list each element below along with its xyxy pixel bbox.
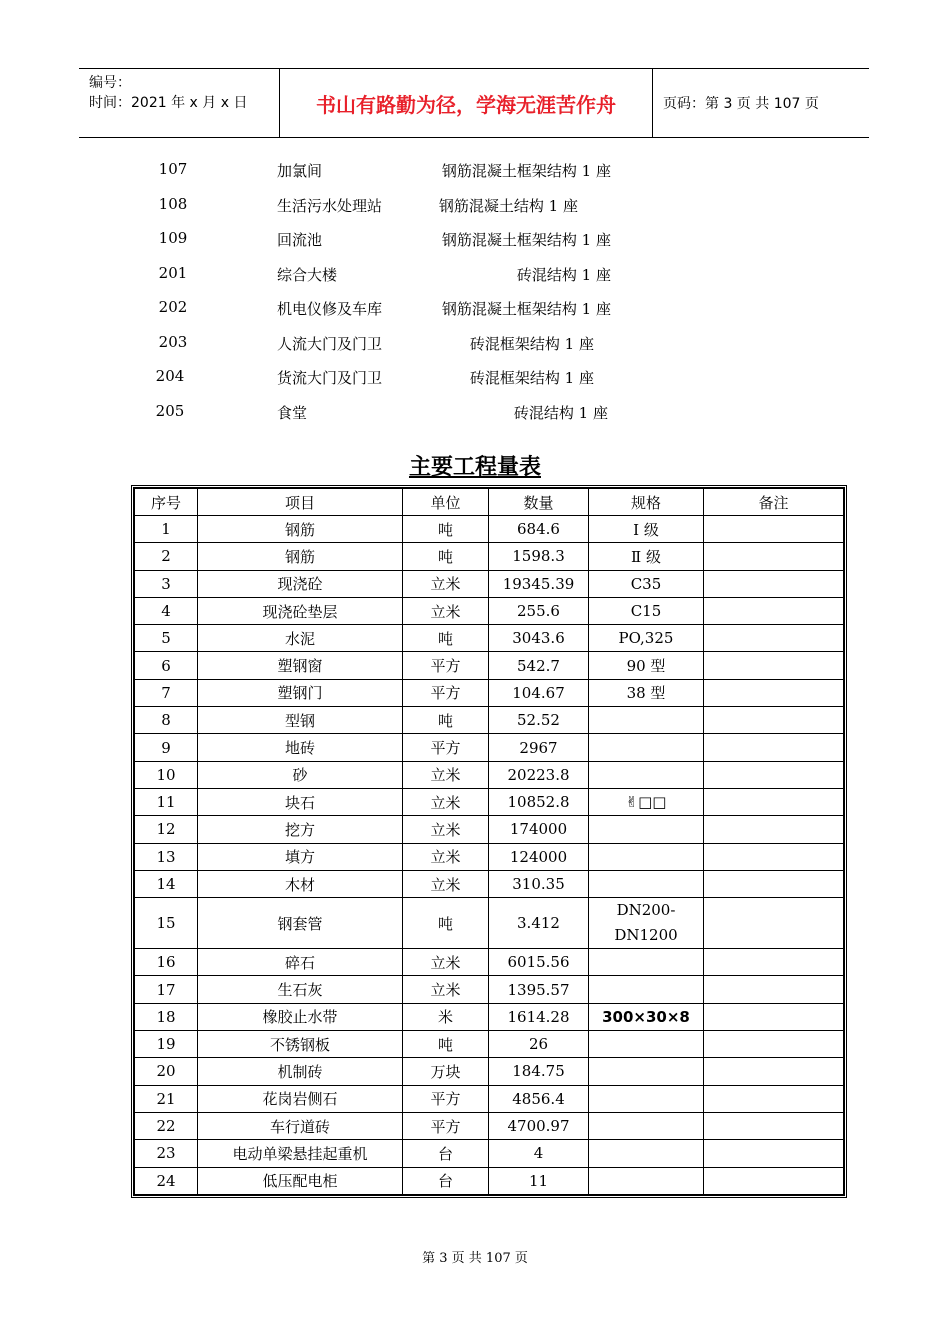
row-item: 现浇砼垫层 — [198, 597, 403, 624]
building-structure: 钢筋混凝土结构 1 座 — [438, 196, 578, 215]
row-item: 水泥 — [198, 625, 403, 652]
page-footer: 第 3 页 共 107 页 — [422, 1251, 528, 1266]
table-row — [135, 679, 844, 706]
row-quantity: 20223.8 — [489, 761, 589, 788]
building-row — [0, 160, 950, 184]
row-quantity: 255.6 — [489, 597, 589, 624]
row-quantity: 11 — [489, 1167, 589, 1194]
row-item: 钢套管 — [198, 898, 403, 949]
row-unit: 立米 — [403, 761, 489, 788]
row-index: 15 — [135, 898, 198, 949]
header-index: 序号 — [135, 489, 198, 516]
row-quantity: 1614.28 — [489, 1003, 589, 1030]
row-remark — [704, 949, 844, 976]
row-index: 3 — [135, 570, 198, 597]
row-unit: 立米 — [403, 570, 489, 597]
row-remark — [704, 707, 844, 734]
building-structure: 砖混框架结构 1 座 — [469, 334, 594, 353]
building-row — [0, 195, 950, 219]
header-quantity: 数量 — [489, 489, 589, 516]
row-unit: 立米 — [403, 788, 489, 815]
table-title-text: 主要工程量表 — [408, 455, 541, 480]
row-unit: 立米 — [403, 816, 489, 843]
building-number: 201 — [158, 263, 188, 282]
table-row — [135, 625, 844, 652]
building-name: 回流池 — [277, 231, 323, 249]
row-unit: 平方 — [403, 1085, 489, 1112]
row-index: 24 — [135, 1167, 198, 1194]
row-index: 20 — [135, 1058, 198, 1085]
row-remark — [704, 816, 844, 843]
row-remark — [704, 516, 844, 543]
table-header-row — [135, 489, 844, 516]
row-remark — [704, 843, 844, 870]
row-quantity: 542.7 — [489, 652, 589, 679]
building-number: 108 — [158, 194, 188, 213]
row-spec — [589, 1031, 704, 1058]
building-row — [0, 229, 950, 253]
row-spec: ✌□□ — [589, 788, 704, 815]
row-unit: 台 — [403, 1167, 489, 1194]
row-remark — [704, 788, 844, 815]
row-spec: C15 — [589, 597, 704, 624]
row-index: 7 — [135, 679, 198, 706]
table-row — [135, 543, 844, 570]
row-quantity: 4856.4 — [489, 1085, 589, 1112]
row-index: 9 — [135, 734, 198, 761]
row-unit: 吨 — [403, 516, 489, 543]
row-unit: 立米 — [403, 870, 489, 897]
row-item: 橡胶止水带 — [198, 1003, 403, 1030]
row-index: 12 — [135, 816, 198, 843]
row-item: 塑钢门 — [198, 679, 403, 706]
date-label: 时间：2021 年 x 月 x 日 — [89, 95, 248, 111]
row-index: 5 — [135, 625, 198, 652]
row-quantity: 3.412 — [489, 898, 589, 949]
row-index: 21 — [135, 1085, 198, 1112]
row-item: 花岗岩侧石 — [198, 1085, 403, 1112]
building-structure: 砖混框架结构 1 座 — [469, 369, 594, 387]
row-unit: 平方 — [403, 1112, 489, 1139]
row-spec — [589, 1085, 704, 1112]
row-unit: 米 — [403, 1003, 489, 1030]
serial-number-label: 编号： — [89, 75, 131, 91]
building-number: 203 — [158, 332, 188, 351]
row-quantity: 19345.39 — [489, 570, 589, 597]
table-row — [135, 1085, 844, 1112]
building-name: 食堂 — [277, 403, 308, 422]
row-index: 22 — [135, 1112, 198, 1139]
table-row — [135, 570, 844, 597]
page-header — [79, 68, 869, 138]
row-remark — [704, 1140, 844, 1167]
row-index: 16 — [135, 949, 198, 976]
row-remark — [704, 1031, 844, 1058]
building-structure: 砖混结构 1 座 — [516, 265, 611, 284]
row-remark — [704, 1058, 844, 1085]
row-remark — [704, 1003, 844, 1030]
row-item: 不锈钢板 — [198, 1031, 403, 1058]
table-row — [135, 597, 844, 624]
row-quantity: 104.67 — [489, 679, 589, 706]
row-unit: 立米 — [403, 976, 489, 1003]
row-item: 塑钢窗 — [198, 652, 403, 679]
building-name: 人流大门及门卫 — [277, 334, 383, 353]
building-name: 加氯间 — [277, 162, 323, 180]
row-unit: 吨 — [403, 1031, 489, 1058]
row-spec: Ⅰ 级 — [589, 516, 704, 543]
row-item: 木材 — [198, 870, 403, 897]
row-index: 10 — [135, 761, 198, 788]
building-row — [0, 333, 950, 357]
row-index: 11 — [135, 788, 198, 815]
row-quantity: 1598.3 — [489, 543, 589, 570]
table-row — [135, 1031, 844, 1058]
header-item: 项目 — [198, 489, 403, 516]
row-unit: 立米 — [403, 597, 489, 624]
building-structure: 钢筋混凝土框架结构 1 座 — [441, 231, 611, 249]
row-item: 生石灰 — [198, 976, 403, 1003]
table-row — [135, 734, 844, 761]
row-remark — [704, 761, 844, 788]
building-number: 109 — [158, 229, 188, 247]
row-spec — [589, 976, 704, 1003]
row-unit: 万块 — [403, 1058, 489, 1085]
row-item: 型钢 — [198, 707, 403, 734]
row-remark — [704, 1112, 844, 1139]
row-index: 23 — [135, 1140, 198, 1167]
row-spec — [589, 1058, 704, 1085]
row-quantity: 4700.97 — [489, 1112, 589, 1139]
row-remark — [704, 543, 844, 570]
row-quantity: 174000 — [489, 816, 589, 843]
row-quantity: 124000 — [489, 843, 589, 870]
row-index: 6 — [135, 652, 198, 679]
row-unit: 吨 — [403, 543, 489, 570]
row-index: 13 — [135, 843, 198, 870]
row-spec — [589, 707, 704, 734]
row-index: 14 — [135, 870, 198, 897]
building-row — [0, 264, 950, 288]
building-row — [0, 402, 950, 426]
table-row — [135, 949, 844, 976]
row-item: 现浇砼 — [198, 570, 403, 597]
building-number: 202 — [158, 298, 188, 316]
row-quantity: 1395.57 — [489, 976, 589, 1003]
row-remark — [704, 625, 844, 652]
row-index: 19 — [135, 1031, 198, 1058]
row-remark — [704, 898, 844, 949]
row-index: 18 — [135, 1003, 198, 1030]
row-unit: 平方 — [403, 652, 489, 679]
row-index: 4 — [135, 597, 198, 624]
building-row — [0, 298, 950, 322]
row-spec — [589, 1140, 704, 1167]
row-spec — [589, 761, 704, 788]
row-unit: 立米 — [403, 949, 489, 976]
row-index: 2 — [135, 543, 198, 570]
row-item: 低压配电柜 — [198, 1167, 403, 1194]
row-remark — [704, 597, 844, 624]
table-row — [135, 1167, 844, 1194]
row-index: 17 — [135, 976, 198, 1003]
building-number: 107 — [158, 160, 188, 178]
header-motto: 书山有路勤为径，学海无涯苦作舟 — [280, 69, 653, 137]
row-item: 块石 — [198, 788, 403, 815]
row-quantity: 4 — [489, 1140, 589, 1167]
header-page-info: 页码：第 3 页 共 107 页 — [663, 96, 819, 112]
row-quantity: 184.75 — [489, 1058, 589, 1085]
row-item: 钢筋 — [198, 516, 403, 543]
row-quantity: 6015.56 — [489, 949, 589, 976]
row-unit: 吨 — [403, 898, 489, 949]
row-spec — [589, 843, 704, 870]
table-title — [0, 450, 950, 481]
row-spec: C35 — [589, 570, 704, 597]
building-structure: 钢筋混凝土框架结构 1 座 — [441, 162, 611, 180]
building-name: 机电仪修及车库 — [277, 300, 383, 318]
row-remark — [704, 570, 844, 597]
row-spec: Ⅱ 级 — [589, 543, 704, 570]
building-number: 205 — [155, 401, 185, 420]
row-item: 挖方 — [198, 816, 403, 843]
row-unit: 平方 — [403, 734, 489, 761]
row-quantity: 2967 — [489, 734, 589, 761]
row-spec: 38 型 — [589, 679, 704, 706]
row-item: 地砖 — [198, 734, 403, 761]
table-row — [135, 1112, 844, 1139]
row-remark — [704, 734, 844, 761]
table-row — [135, 898, 844, 949]
row-spec: 90 型 — [589, 652, 704, 679]
row-unit: 立米 — [403, 843, 489, 870]
row-quantity: 684.6 — [489, 516, 589, 543]
header-meta — [79, 69, 280, 137]
table-row — [135, 652, 844, 679]
quantity-table — [131, 485, 847, 1198]
row-unit: 台 — [403, 1140, 489, 1167]
table-row — [135, 1003, 844, 1030]
building-name: 生活污水处理站 — [277, 196, 383, 215]
header-unit: 单位 — [403, 489, 489, 516]
table-row — [135, 516, 844, 543]
header-remark: 备注 — [704, 489, 844, 516]
table-row — [135, 976, 844, 1003]
row-remark — [704, 679, 844, 706]
row-spec — [589, 870, 704, 897]
building-structure: 砖混结构 1 座 — [513, 403, 608, 422]
row-quantity: 10852.8 — [489, 788, 589, 815]
building-number: 204 — [155, 367, 185, 385]
table-row — [135, 816, 844, 843]
row-spec — [589, 1167, 704, 1194]
table-row — [135, 788, 844, 815]
header-spec: 规格 — [589, 489, 704, 516]
building-row — [0, 367, 950, 391]
building-name: 货流大门及门卫 — [277, 369, 383, 387]
row-item: 填方 — [198, 843, 403, 870]
row-quantity: 52.52 — [489, 707, 589, 734]
row-spec: DN200- DN1200 — [589, 898, 704, 949]
row-index: 8 — [135, 707, 198, 734]
row-spec: PO,325 — [589, 625, 704, 652]
table-row — [135, 1058, 844, 1085]
row-quantity: 310.35 — [489, 870, 589, 897]
table-row — [135, 843, 844, 870]
row-remark — [704, 1167, 844, 1194]
table-row — [135, 870, 844, 897]
row-remark — [704, 976, 844, 1003]
table-row — [135, 707, 844, 734]
row-remark — [704, 1085, 844, 1112]
row-quantity: 3043.6 — [489, 625, 589, 652]
row-index: 1 — [135, 516, 198, 543]
row-spec — [589, 734, 704, 761]
table-row — [135, 761, 844, 788]
row-item: 碎石 — [198, 949, 403, 976]
row-spec — [589, 1112, 704, 1139]
table-row — [135, 1140, 844, 1167]
row-spec — [589, 816, 704, 843]
building-structure: 钢筋混凝土框架结构 1 座 — [441, 300, 611, 318]
row-unit: 平方 — [403, 679, 489, 706]
row-unit: 吨 — [403, 707, 489, 734]
row-unit: 吨 — [403, 625, 489, 652]
row-item: 砂 — [198, 761, 403, 788]
row-remark — [704, 652, 844, 679]
row-item: 钢筋 — [198, 543, 403, 570]
building-name: 综合大楼 — [277, 265, 338, 284]
row-quantity: 26 — [489, 1031, 589, 1058]
row-item: 机制砖 — [198, 1058, 403, 1085]
row-spec: 300×30×8 — [589, 1003, 704, 1030]
row-item: 车行道砖 — [198, 1112, 403, 1139]
row-remark — [704, 870, 844, 897]
row-spec — [589, 949, 704, 976]
row-item: 电动单梁悬挂起重机 — [198, 1140, 403, 1167]
